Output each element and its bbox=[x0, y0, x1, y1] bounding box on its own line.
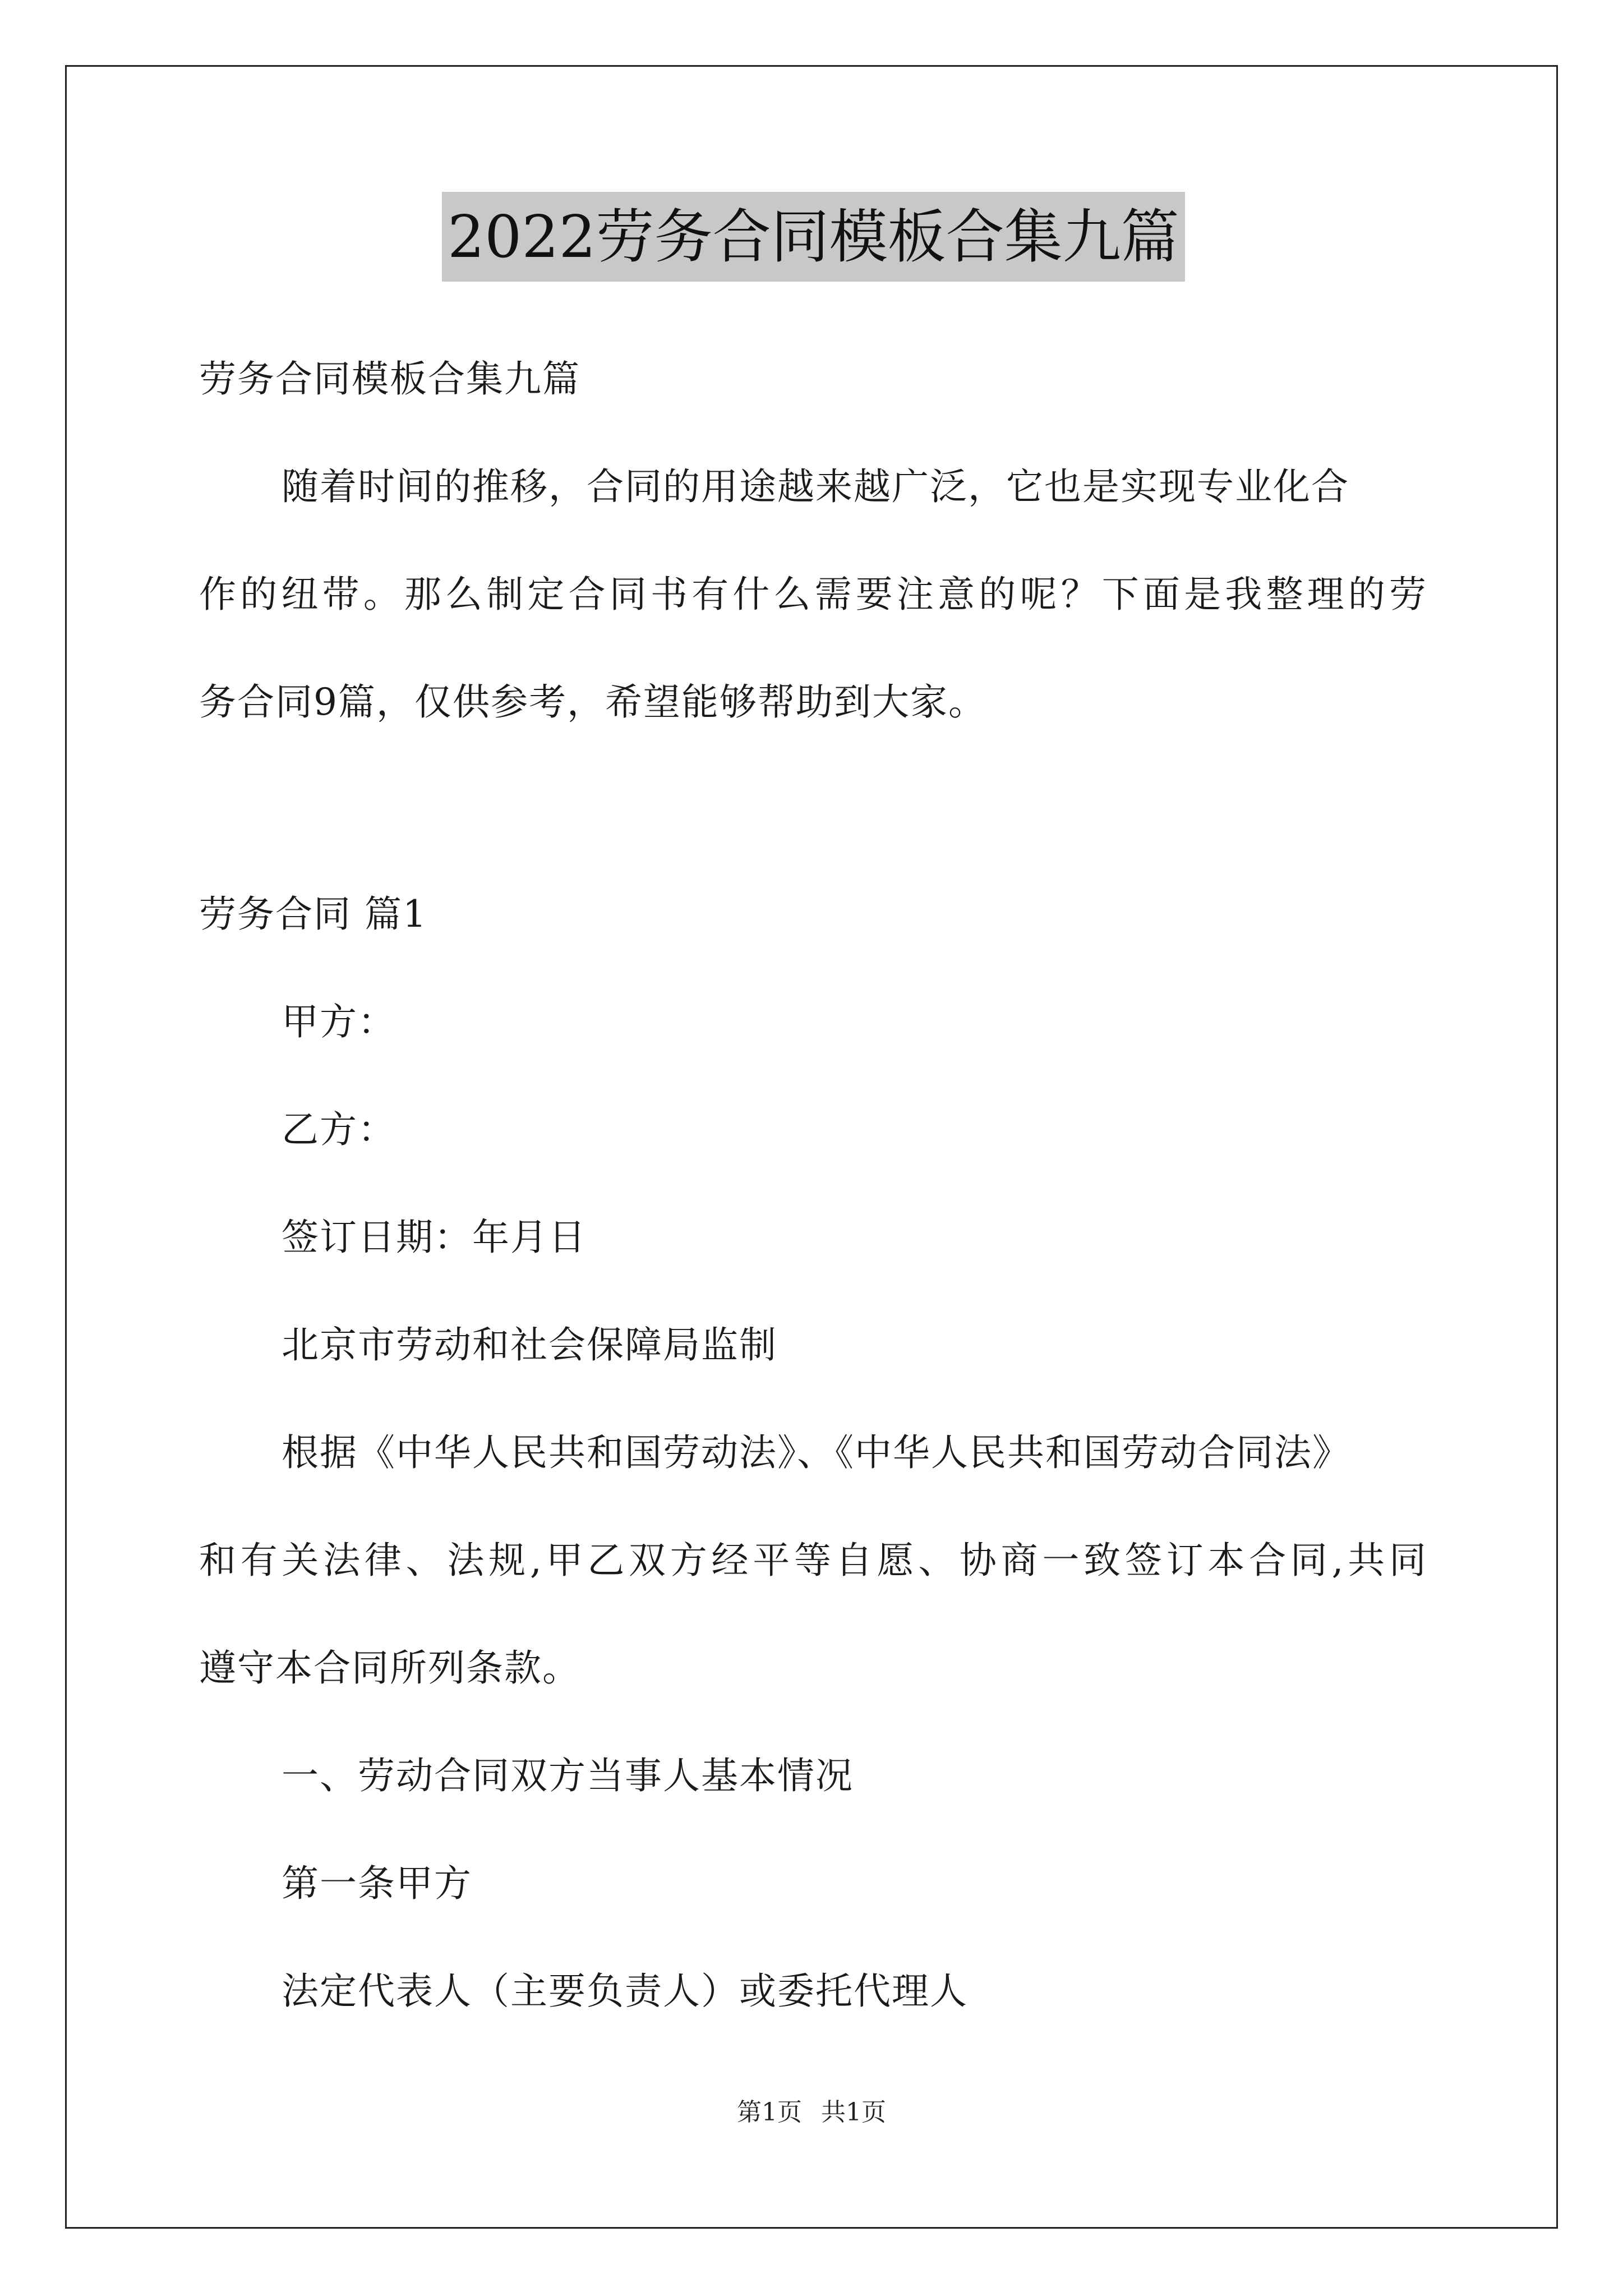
basis-line-3: 遵守本合同所列条款。 bbox=[199, 1646, 580, 1690]
page-footer bbox=[0, 2096, 1623, 2129]
representative-text: 法定代表人（主要负责人）或委托代理人 bbox=[282, 1970, 968, 2013]
section-heading: 劳务合同 篇1 bbox=[199, 892, 427, 936]
basis-line-1: 根据《中华人民共和国劳动法》、《中华人民共和国劳动合同法》 bbox=[282, 1431, 1350, 1474]
article-one-heading: 第一条甲方 bbox=[282, 1862, 472, 1905]
basis-line-2: 和有关法律、法规,甲乙双方经平等自愿、协商一致签订本合同,共同 bbox=[199, 1539, 1427, 1582]
party-b-label: 乙方： bbox=[282, 1108, 396, 1151]
sign-date-label: 签订日期：年月日 bbox=[282, 1216, 587, 1259]
party-a-label: 甲方： bbox=[282, 1000, 396, 1043]
document-title: 2022劳务合同模板合集九篇 bbox=[442, 192, 1185, 282]
supervisor-text: 北京市劳动和社会保障局监制 bbox=[282, 1323, 777, 1366]
intro-line-1: 随着时间的推移，合同的用途越来越广泛，它也是实现专业化合 bbox=[282, 465, 1349, 508]
intro-line-2: 作的纽带。那么制定合同书有什么需要注意的呢？下面是我整理的劳 bbox=[199, 573, 1427, 616]
chapter-one-heading: 一、劳动合同双方当事人基本情况 bbox=[282, 1754, 854, 1797]
intro-line-3: 务合同9篇，仅供参考，希望能够帮助到大家。 bbox=[199, 680, 986, 724]
document-subtitle: 劳务合同模板合集九篇 bbox=[199, 357, 580, 401]
page-number: 第1页 bbox=[737, 2098, 802, 2127]
page-total: 共1页 bbox=[821, 2098, 886, 2127]
